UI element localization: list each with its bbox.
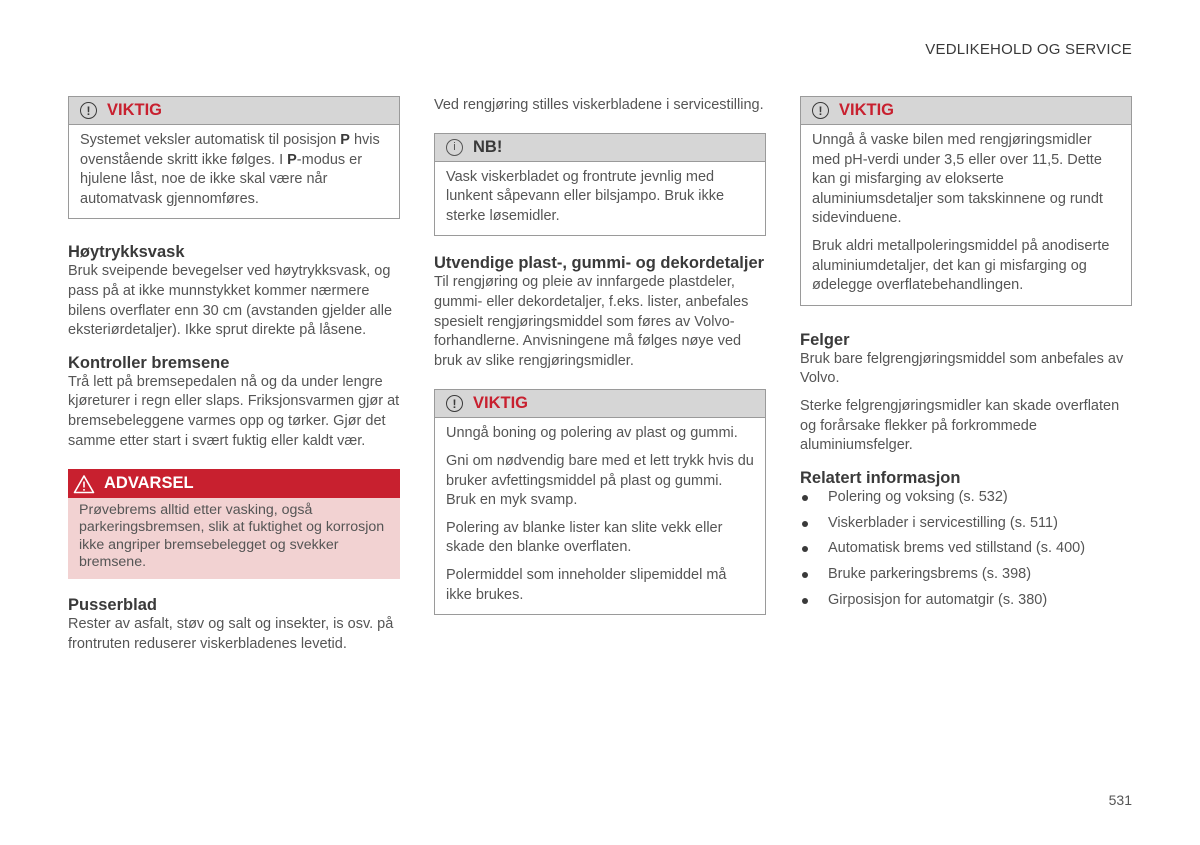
bullet-icon (802, 572, 808, 578)
advarsel-body (68, 498, 400, 579)
nb-text: Vask viskerbladet og frontrute jevnlig med lunkent såpevann eller bilsjampo. Bruk ikke sterke løsemidler. (446, 168, 725, 224)
section-heading-pusserblad: Pusserblad (68, 596, 157, 615)
viktig-paragraph: Polering av blanke lister kan slite vekk eller skade den blanke overflaten. (446, 519, 723, 556)
viktig-paragraph: Gni om nødvendig bare med et lett trykk hvis du bruker avfettingsmiddel på plast og gummi. Bruk en myk svamp. (446, 452, 754, 509)
viktig-body (435, 418, 765, 614)
viktig-body (801, 125, 1131, 305)
paragraph-pusserblad: Rester av asfalt, støv og salt og insekter, is osv. på frontruten reduserer viskerbladenes levetid. (68, 616, 394, 652)
viktig-paragraph: Polermiddel som inneholder slipemiddel må ikke brukes. (446, 566, 727, 603)
related-link-item[interactable]: Bruke parkeringsbrems (s. 398) (800, 565, 1132, 585)
viktig-header (801, 97, 1131, 125)
exclamation-circle-icon: ! (446, 395, 463, 412)
section-heading-relatert: Relatert informasjon (800, 468, 961, 487)
advarsel-warning (68, 469, 400, 579)
nb-title: NB! (473, 137, 503, 156)
related-info-list (800, 488, 1132, 611)
viktig-notice-3 (800, 96, 1132, 306)
nb-body (435, 162, 765, 236)
viktig-title: VIKTIG (107, 101, 163, 119)
bullet-icon (802, 598, 808, 604)
section-heading-plast: Utvendige plast-, gummi- og dekordetaljer (434, 254, 765, 273)
paragraph-felger-1: Bruk bare felgrengjøringsmiddel som anbefales av Volvo. (800, 350, 1124, 387)
related-link-item[interactable]: Polering og voksing (s. 532) (800, 488, 1132, 508)
advarsel-title: ADVARSEL (104, 474, 194, 493)
info-circle-icon: i (446, 139, 463, 156)
exclamation-circle-icon: ! (812, 102, 829, 119)
bullet-icon (802, 521, 808, 527)
warning-triangle-icon (73, 474, 95, 494)
bullet-icon (802, 495, 808, 501)
paragraph-bremser: Trå lett på bremsepedalen nå og da under lengre kjøreturer i regn eller slaps. Friksjonsvarmen gjør at bremsebeleggene varmes opp og tørker. Gjør det samme etter start i svært fuktig eller kaldt vær. (68, 373, 400, 449)
column-3 (800, 96, 1132, 617)
paragraph-hoytrykk: Bruk sveipende bevegelser ved høytrykksvask, og pass på at ikke munnstykket kommer nærmere bilens overflater enn 30 cm (avstanden gjelder alle eksteriørdetaljer). Ikke sprut direkte på låsene. (68, 263, 393, 339)
section-heading-hoytrykk: Høytrykksvask (68, 243, 185, 262)
viktig-notice-1 (68, 96, 400, 219)
bullet-icon (802, 546, 808, 552)
paragraph-felger-2: Sterke felgrengjøringsmidler kan skade overflaten og forårsake flekker på forkrommede aluminiumsfelger. (800, 397, 1120, 454)
nb-header (435, 134, 765, 162)
viktig-title: VIKTIG (839, 101, 895, 119)
viktig-paragraph: Unngå boning og polering av plast og gummi. (446, 425, 738, 442)
viktig-header (435, 390, 765, 418)
paragraph-intro: Ved rengjøring stilles viskerbladene i servicestilling. (434, 97, 764, 113)
viktig-text: Systemet veksler automatisk til posisjon P hvis ovenstående skritt ikke følges. I P-modus er hjulene låst, noe de ikke skal være når automatvask gjennomføres. (80, 132, 380, 207)
viktig-notice-2 (434, 389, 766, 615)
viktig-title: VIKTIG (473, 394, 529, 413)
advarsel-text: Prøvebrems alltid etter vasking, også parkeringsbremsen, slik at fuktighet og korrosjon ikke angriper bremsebelegget og svekker bremsene. (79, 502, 385, 571)
page-header: VEDLIKEHOLD OG SERVICE (925, 41, 1132, 58)
related-link-item[interactable]: Girposisjon for automatgir (s. 380) (800, 591, 1132, 611)
advarsel-header (68, 469, 400, 498)
exclamation-circle-icon: ! (80, 102, 97, 119)
column-1 (68, 96, 400, 655)
viktig-paragraph: Bruk aldri metallpoleringsmiddel på anodiserte aluminiumdetaljer, det kan gi misfarging og ødelegge overflatebehandlingen. (812, 237, 1110, 294)
section-heading-felger: Felger (800, 330, 850, 349)
nb-notice (434, 133, 766, 237)
section-heading-bremser: Kontroller bremsene (68, 353, 230, 372)
related-link-item[interactable]: Automatisk brems ved stillstand (s. 400) (800, 539, 1132, 559)
column-2 (434, 96, 766, 615)
paragraph-plast: Til rengjøring og pleie av innfargede plastdeler, gummi- eller dekordetaljer, f.eks. lister, anbefales spesielt rengjøringsmiddel som føres av Volvo-forhandlerne. Anvisningene må følges nøye ved bruk av slike rengjøringsmidler. (434, 274, 749, 369)
viktig-paragraph: Unngå å vaske bilen med rengjøringsmidler med pH-verdi under 3,5 eller over 11,5. Dette kan gi misfarging av elokserte aluminiumsdetaljer som takskinnene og rundt sidevinduene. (812, 132, 1103, 227)
viktig-body (69, 125, 399, 218)
related-link-item[interactable]: Viskerblader i servicestilling (s. 511) (800, 514, 1132, 534)
page-number: 531 (1108, 792, 1132, 808)
viktig-header (69, 97, 399, 125)
